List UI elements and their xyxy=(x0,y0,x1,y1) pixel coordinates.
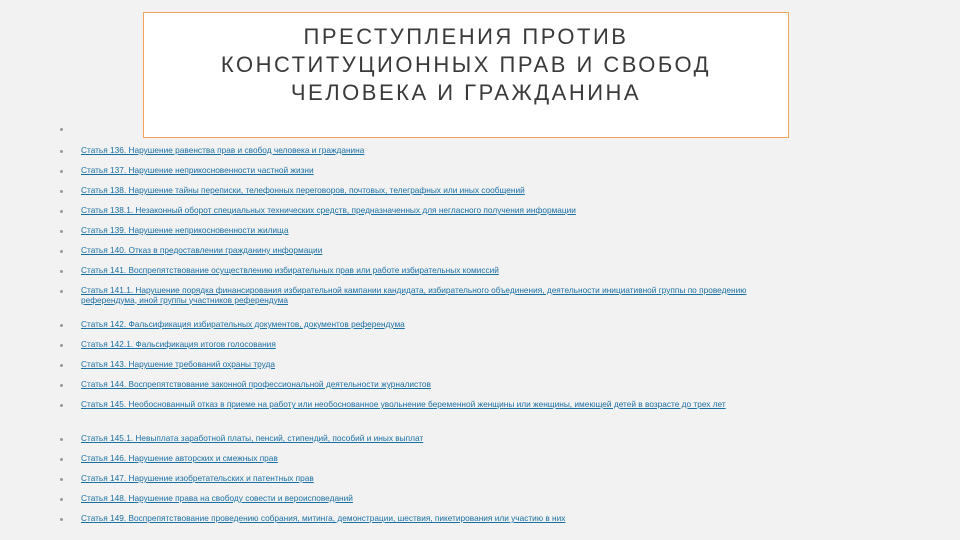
bullet-icon xyxy=(60,190,63,193)
bullet-icon xyxy=(60,438,63,441)
slide-title: ПРЕСТУПЛЕНИЯ ПРОТИВ КОНСТИТУЦИОННЫХ ПРАВ И СВОБОД ЧЕЛОВЕКА И ГРАЖДАНИНА xyxy=(220,24,712,105)
title-box xyxy=(143,12,789,138)
article-link[interactable]: Статья 145.1. Невыплата заработной платы, пенсий, стипендий, пособий и иных выплат xyxy=(81,433,424,443)
bullet-icon xyxy=(60,404,63,407)
list-item xyxy=(60,340,780,350)
article-link[interactable]: Статья 141. Воспрепятствование осуществлению избирательных прав или работе избирательных комиссий xyxy=(81,265,499,275)
article-link[interactable]: Статья 142. Фальсификация избирательных документов, документов референдума xyxy=(81,319,405,329)
list-item xyxy=(60,206,780,216)
article-link[interactable]: Статья 136. Нарушение равенства прав и свобод человека и гражданина xyxy=(81,145,365,155)
bullet-icon xyxy=(60,364,63,367)
list-item xyxy=(60,380,780,390)
bullet-icon xyxy=(60,478,63,481)
bullet-icon xyxy=(60,170,63,173)
article-link[interactable]: Статья 149. Воспрепятствование проведению собрания, митинга, демонстрации, шествия, пикетирования или участию в них xyxy=(81,513,566,523)
article-link[interactable]: Статья 137. Нарушение неприкосновенности частной жизни xyxy=(81,165,314,175)
list-item xyxy=(60,146,780,156)
list-item xyxy=(60,400,780,410)
list-item xyxy=(60,494,780,504)
bullet-icon xyxy=(60,150,63,153)
bullet-icon xyxy=(60,518,63,521)
bullet-icon xyxy=(60,324,63,327)
list-item xyxy=(60,166,780,176)
bullet-icon xyxy=(60,250,63,253)
list-item xyxy=(60,226,780,236)
list-item xyxy=(60,434,780,444)
bullet-icon xyxy=(60,290,63,293)
article-link[interactable]: Статья 140. Отказ в предоставлении гражданину информации xyxy=(81,245,323,255)
list-item xyxy=(60,320,780,330)
list-item xyxy=(60,286,780,305)
empty-bullet xyxy=(60,128,63,131)
list-item xyxy=(60,246,780,256)
list-item xyxy=(60,360,780,370)
article-link[interactable]: Статья 138. Нарушение тайны переписки, телефонных переговоров, почтовых, телеграфных или иных сообщений xyxy=(81,185,525,195)
article-link[interactable]: Статья 144. Воспрепятствование законной профессиональной деятельности журналистов xyxy=(81,379,431,389)
list-item xyxy=(60,454,780,464)
article-link[interactable]: Статья 145. Необоснованный отказ в приеме на работу или необоснованное увольнение беременной женщины или женщины, имеющей детей в возрасте до трех лет xyxy=(81,399,726,409)
bullet-icon xyxy=(60,458,63,461)
bullet-icon xyxy=(60,270,63,273)
list-item xyxy=(60,514,780,524)
bullet-icon xyxy=(60,498,63,501)
article-link[interactable]: Статья 147. Нарушение изобретательских и патентных прав xyxy=(81,473,314,483)
article-link[interactable]: Статья 148. Нарушение права на свободу совести и вероисповеданий xyxy=(81,493,353,503)
article-link[interactable]: Статья 141.1. Нарушение порядка финансирования избирательной кампании кандидата, избирательного объединения, деятельности инициативной группы по проведению референдума, иной группы участников референдума xyxy=(81,285,747,305)
bullet-icon xyxy=(60,210,63,213)
list-item xyxy=(60,266,780,276)
bullet-icon xyxy=(60,230,63,233)
article-link[interactable]: Статья 142.1. Фальсификация итогов голосования xyxy=(81,339,276,349)
list-item xyxy=(60,186,780,196)
article-link[interactable]: Статья 139. Нарушение неприкосновенности жилища xyxy=(81,225,289,235)
article-link[interactable]: Статья 146. Нарушение авторских и смежных прав xyxy=(81,453,278,463)
article-link[interactable]: Статья 138.1. Незаконный оборот специальных технических средств, предназначенных для негласного получения информации xyxy=(81,205,576,215)
bullet-icon xyxy=(60,344,63,347)
bullet-icon xyxy=(60,384,63,387)
list-item xyxy=(60,474,780,484)
article-link[interactable]: Статья 143. Нарушение требований охраны труда xyxy=(81,359,275,369)
